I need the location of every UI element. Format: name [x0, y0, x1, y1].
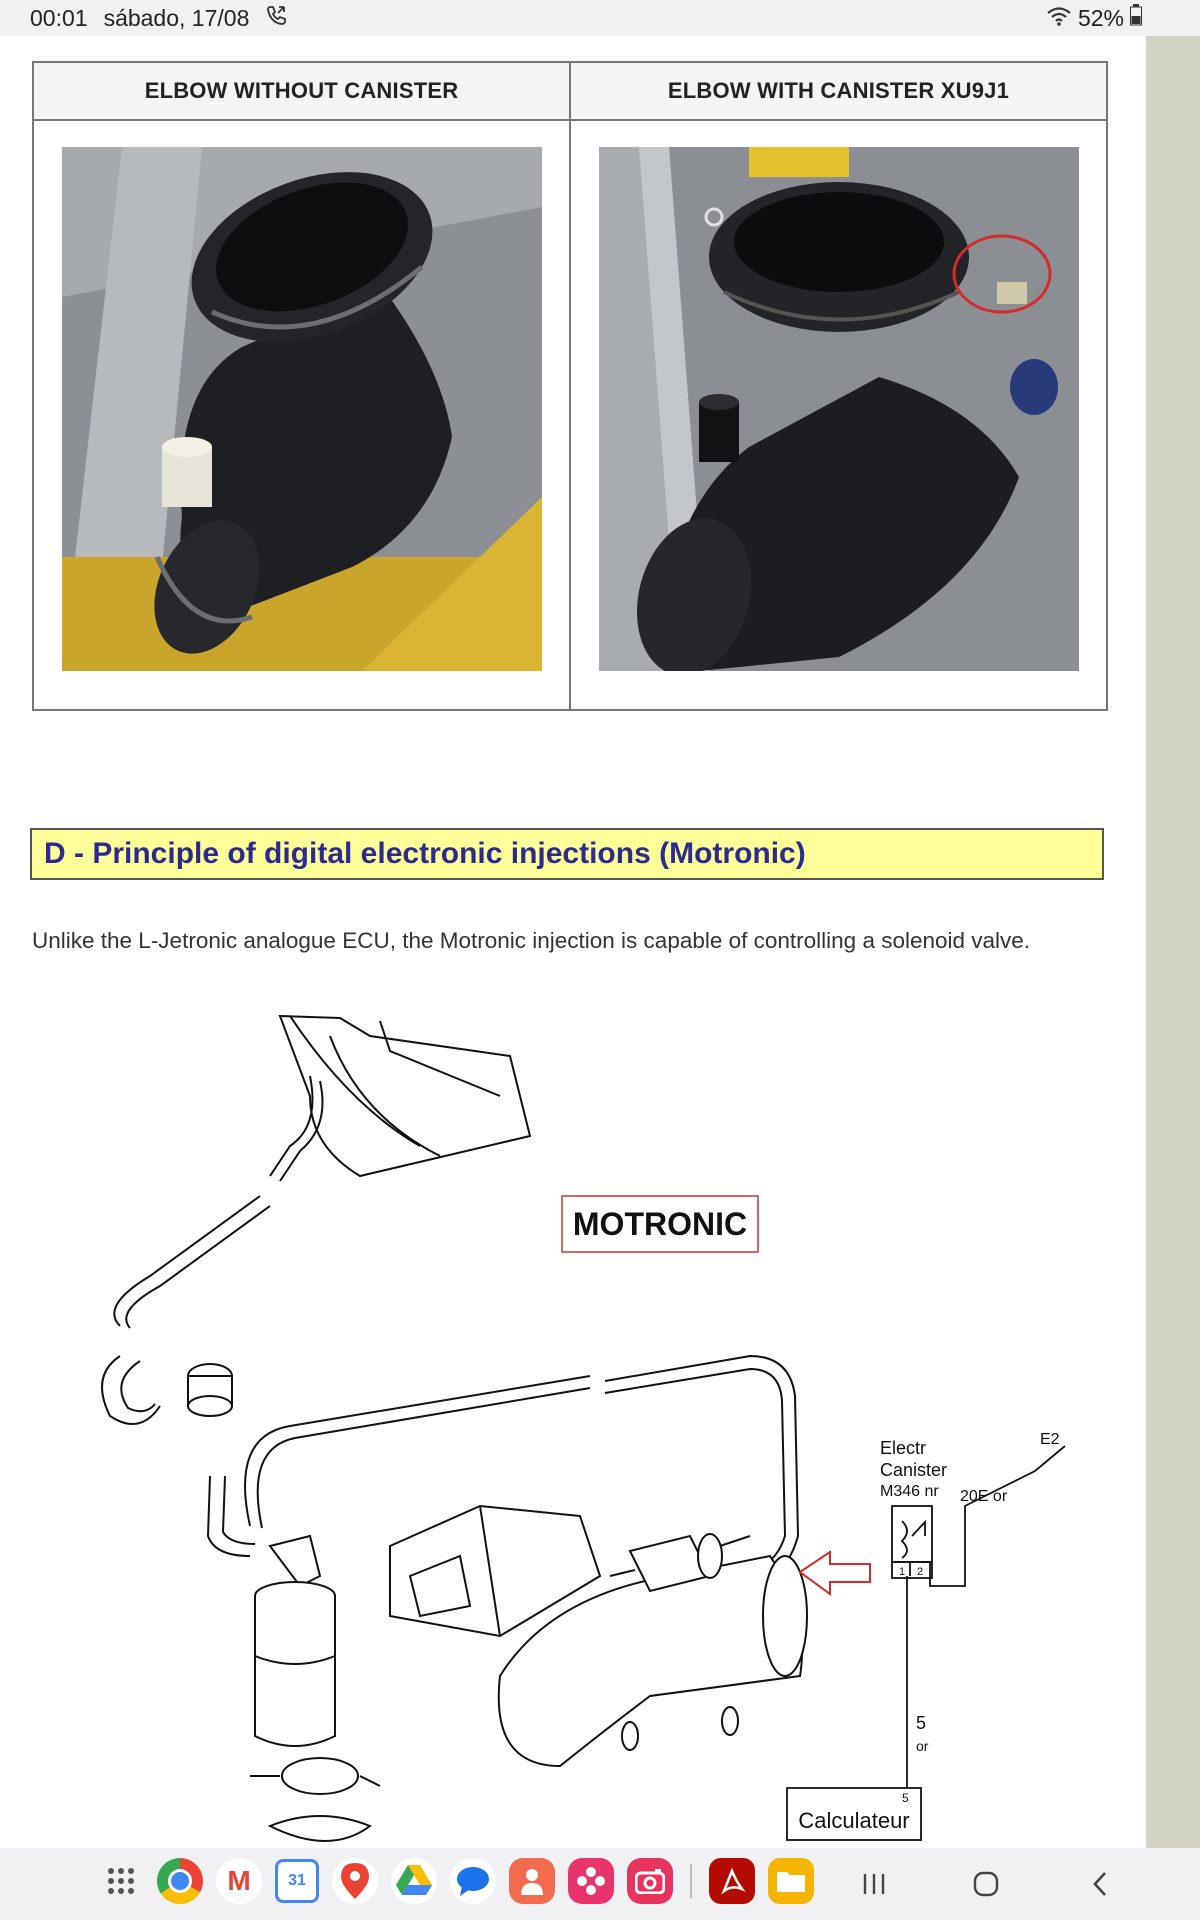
- camera-icon[interactable]: [627, 1858, 673, 1904]
- elbow-with-canister-photo[interactable]: [599, 147, 1079, 671]
- app-dock: [98, 1858, 814, 1904]
- calendar-day: 31: [288, 1872, 306, 1889]
- intro-paragraph: Unlike the L-Jetronic analogue ECU, the Motronic injection is capable of controlling a solenoid valve.: [32, 928, 1031, 953]
- call-forward-icon: [265, 4, 287, 32]
- messages-icon[interactable]: [450, 1858, 496, 1904]
- label-e2: E2: [1040, 1431, 1060, 1448]
- system-nav-keys: [800, 1858, 1200, 1908]
- battery-icon: [1130, 4, 1142, 32]
- page-content[interactable]: [0, 36, 1146, 1848]
- maps-icon[interactable]: [332, 1858, 378, 1904]
- elbow-without-canister-photo[interactable]: [62, 147, 542, 671]
- back-button[interactable]: [1080, 1864, 1120, 1904]
- ecu-label: Calculateur: [798, 1808, 910, 1833]
- gmail-icon[interactable]: M: [216, 1858, 262, 1904]
- charcoal-canister: [250, 1536, 380, 1841]
- flower-app-icon[interactable]: [568, 1858, 614, 1904]
- home-button[interactable]: [966, 1864, 1006, 1904]
- label-wire-number: 5: [916, 1713, 927, 1733]
- label-electr: Electr: [880, 1438, 927, 1458]
- navigation-bar: [0, 1848, 1200, 1920]
- battery-percent: 52%: [1077, 4, 1124, 31]
- contacts-icon[interactable]: [509, 1858, 555, 1904]
- dock-separator: [690, 1864, 692, 1898]
- status-time: 00:01: [30, 4, 88, 31]
- label-pin-2: 2: [917, 1566, 924, 1578]
- comparison-table: [32, 61, 1108, 711]
- drive-icon[interactable]: [391, 1858, 437, 1904]
- status-bar: [0, 0, 1200, 36]
- engine-outline: [280, 1016, 530, 1176]
- section-heading: [30, 828, 1104, 880]
- scrollbar-track[interactable]: [1146, 36, 1200, 1848]
- air-intake-elbow: [390, 1506, 807, 1766]
- table-cell-photo-2: [570, 120, 1107, 710]
- label-pin-1: 1: [899, 1566, 906, 1578]
- red-pointer-arrow: [800, 1552, 870, 1594]
- acrobat-icon[interactable]: [709, 1858, 755, 1904]
- motronic-diagram[interactable]: [30, 976, 1110, 1848]
- status-date: sábado, 17/08: [103, 4, 250, 31]
- label-canister: Canister: [880, 1460, 948, 1480]
- wifi-icon: [1046, 5, 1072, 32]
- calendar-icon[interactable]: [275, 1859, 319, 1903]
- label-pin-5: 5: [902, 1791, 909, 1805]
- label-wire-top: 20E or: [960, 1488, 1008, 1505]
- recent-apps-button[interactable]: [854, 1864, 894, 1904]
- chrome-icon[interactable]: [157, 1858, 203, 1904]
- table-cell-photo-1: [33, 120, 570, 710]
- table-header-without-canister: ELBOW WITHOUT CANISTER: [33, 62, 570, 120]
- section-title: D - Principle of digital electronic injections (Motronic): [44, 837, 806, 870]
- purge-valve: [188, 1364, 232, 1416]
- table-header-with-canister: ELBOW WITH CANISTER XU9J1: [570, 62, 1107, 120]
- label-wire-color: or: [916, 1738, 929, 1754]
- motronic-title: MOTRONIC: [572, 1206, 748, 1242]
- label-part-number: M346 nr: [880, 1483, 939, 1500]
- app-drawer-icon[interactable]: [98, 1858, 144, 1904]
